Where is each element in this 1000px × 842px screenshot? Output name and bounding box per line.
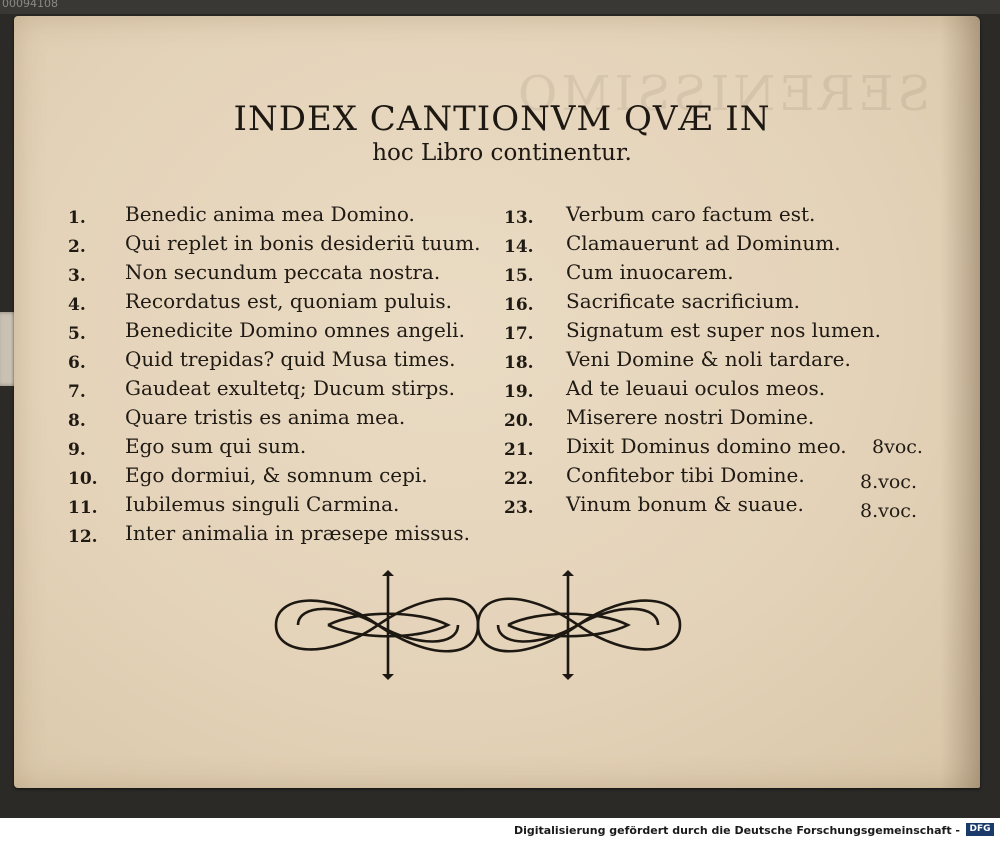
entry-number: 22. [504, 469, 534, 489]
entry-title: Miserere nostri Domine. [566, 405, 815, 429]
entry-title: Ego sum qui sum. [125, 434, 307, 458]
entry-number: 16. [504, 295, 534, 315]
entry-number: 18. [504, 353, 534, 373]
entry-title: Recordatus est, quoniam puluis. [125, 289, 453, 313]
entry-number: 12. [68, 527, 98, 547]
entry-number: 14. [504, 237, 534, 257]
voice-count: 8.voc. [860, 500, 917, 522]
book-page [14, 16, 980, 788]
entry-title: Ad te leuaui oculos meos. [566, 376, 826, 400]
entry-number: 1. [68, 208, 86, 228]
entry-number: 3. [68, 266, 86, 286]
entry-number: 21. [504, 440, 534, 460]
entry-number: 13. [504, 208, 534, 228]
entry-title: Quid trepidas? quid Musa times. [125, 347, 456, 371]
entry-title: Benedicite Domino omnes angeli. [125, 318, 465, 342]
entry-title: Sacrificate sacrificium. [566, 289, 800, 313]
entry-title: Benedic anima mea Domino. [125, 202, 415, 226]
voice-count: 8.voc. [860, 471, 917, 493]
voice-count: 8voc. [872, 436, 923, 458]
entry-title: Dixit Dominus domino meo. [566, 434, 847, 458]
entry-number: 20. [504, 411, 534, 431]
page-title: INDEX CANTIONVM QVÆ IN [233, 99, 771, 139]
entry-number: 23. [504, 498, 534, 518]
digitization-footer [0, 818, 1000, 842]
entry-title: Confitebor tibi Domine. [566, 463, 805, 487]
entry-title: Verbum caro factum est. [566, 202, 816, 226]
entry-title: Quare tristis es anima mea. [125, 405, 406, 429]
entry-number: 5. [68, 324, 86, 344]
entry-title: Vinum bonum & suaue. [566, 492, 804, 516]
entry-title: Inter animalia in præsepe missus. [125, 521, 471, 545]
entry-number: 11. [68, 498, 98, 518]
entry-number: 4. [68, 295, 86, 315]
entry-number: 19. [504, 382, 534, 402]
bleed-through-text: SERENISSIMO [514, 66, 931, 122]
scan-top-strip [0, 0, 1000, 14]
entry-number: 6. [68, 353, 86, 373]
entry-number: 9. [68, 440, 86, 460]
dfg-logo: DFG [966, 823, 994, 836]
entry-title: Clamauerunt ad Dominum. [566, 231, 841, 255]
entry-number: 10. [68, 469, 98, 489]
entry-number: 17. [504, 324, 534, 344]
entry-title: Gaudeat exultetq; Ducum stirps. [125, 376, 455, 400]
entry-number: 2. [68, 237, 86, 257]
entry-title: Ego dormiui, & somnum cepi. [125, 463, 428, 487]
entry-title: Qui replet in bonis desideriū tuum. [125, 231, 481, 255]
entry-title: Non secundum peccata nostra. [125, 260, 441, 284]
entry-title: Veni Domine & noli tardare. [566, 347, 851, 371]
page-subtitle: hoc Libro continentur. [372, 140, 632, 166]
entry-title: Iubilemus singuli Carmina. [125, 492, 400, 516]
printers-ornament [268, 570, 688, 680]
scan-reference: 00094108 [2, 0, 58, 10]
entry-number: 15. [504, 266, 534, 286]
entry-title: Signatum est super nos lumen. [566, 318, 881, 342]
funding-credit: Digitalisierung gefördert durch die Deutsche Forschungsgemeinschaft - [513, 824, 960, 837]
entry-number: 8. [68, 411, 86, 431]
entry-title: Cum inuocarem. [566, 260, 734, 284]
entry-number: 7. [68, 382, 86, 402]
